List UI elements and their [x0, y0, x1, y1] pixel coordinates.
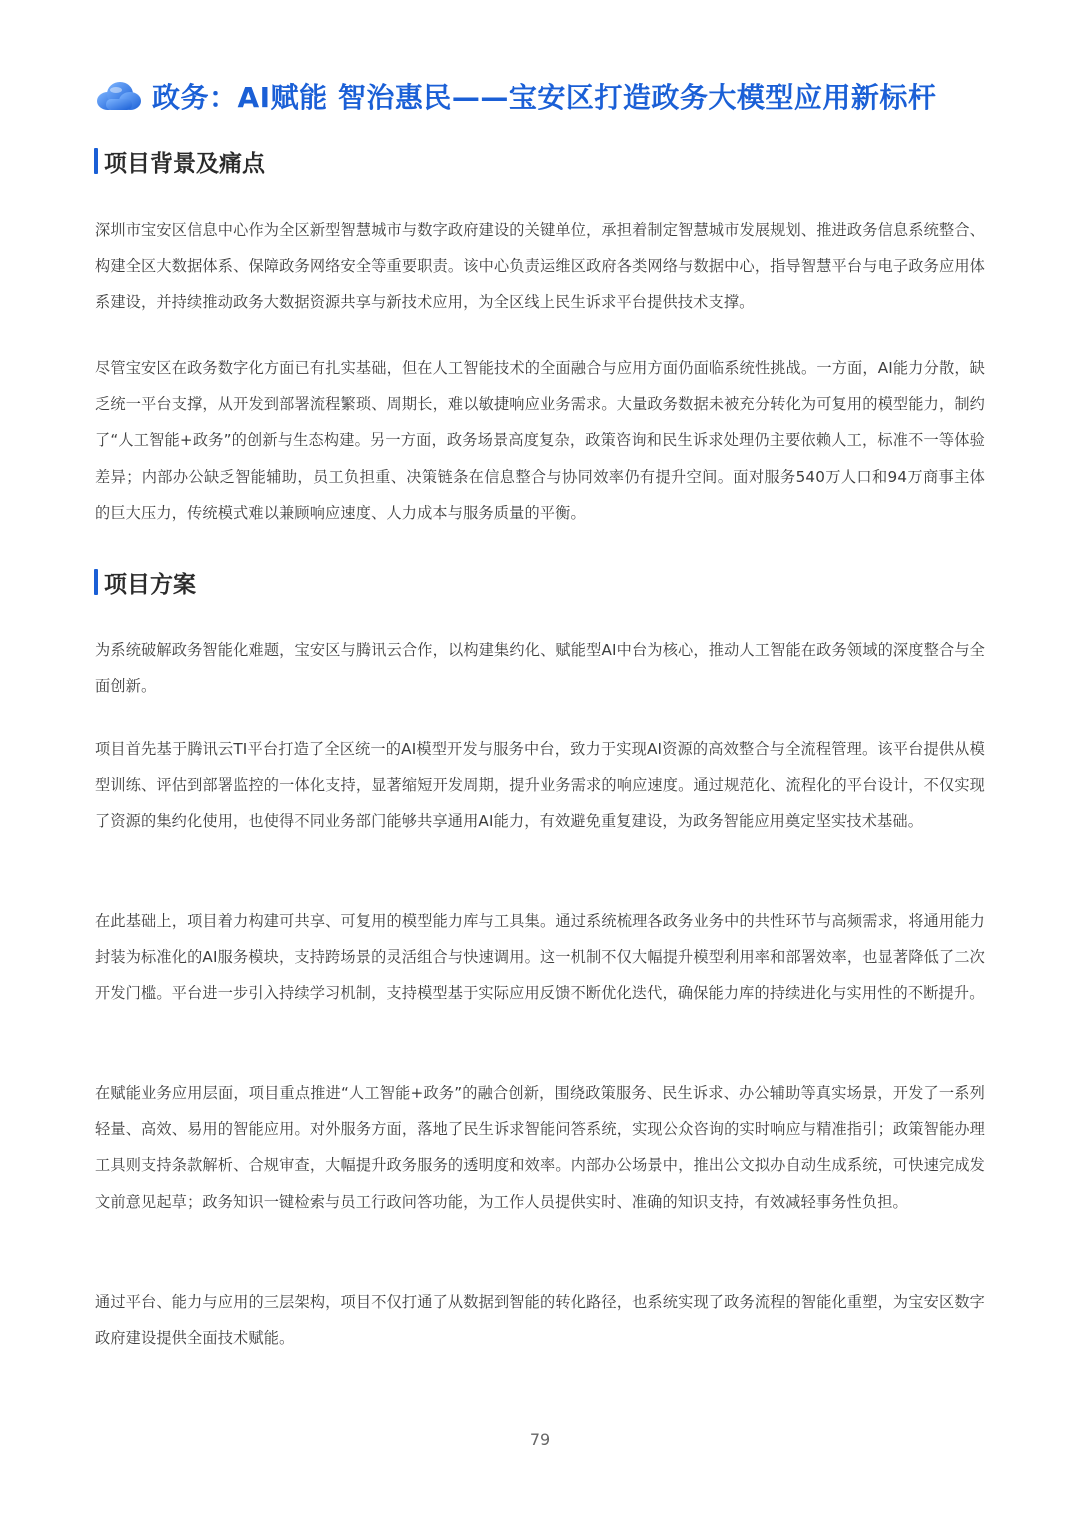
section-heading-text: 项目背景及痛点 [104, 150, 265, 177]
paragraph: 在此基础上，项目着力构建可共享、可复用的模型能力库与工具集。通过系统梳理各政务业务中的共性环节与高频需求，将通用能力封装为标准化的AI服务模块，支持跨场景的灵活组合与快速调用。这一机制不仅大幅提升模型利用率和部署效率，也显著降低了二次开发门槛。平台进一步引入持续学习机制，支持模型基于实际应用反馈不断优化迭代，确保能力库的持续进化与实用性的不断提升。 [95, 912, 985, 1003]
heading-accent-bar [94, 148, 98, 174]
heading-accent-bar [94, 569, 98, 595]
page-number: 79 [529, 1430, 551, 1449]
title-row [94, 70, 936, 122]
page-title: 政务：AI赋能 智治惠民——宝安区打造政务大模型应用新标杆 [152, 81, 937, 114]
section-heading-solution [94, 566, 196, 598]
cloud-icon [94, 79, 142, 113]
section-heading-background [94, 145, 265, 177]
paragraph: 在赋能业务应用层面，项目重点推进“人工智能+政务”的融合创新，围绕政策服务、民生诉求、办公辅助等真实场景，开发了一系列轻量、高效、易用的智能应用。对外服务方面，落地了民生诉求智能问答系统，实现公众咨询的实时响应与精准指引；政策智能办理工具则支持条款解析、合规审查，大幅提升政务服务的透明度和效率。内部办公场景中，推出公文拟办自动生成系统，可快速完成发文前意见起草；政务知识一键检索与员工行政问答功能，为工作人员提供实时、准确的知识支持，有效减轻事务性负担。 [95, 1084, 985, 1211]
paragraph: 通过平台、能力与应用的三层架构，项目不仅打通了从数据到智能的转化路径，也系统实现了政务流程的智能化重塑，为宝安区数字政府建设提供全面技术赋能。 [95, 1293, 985, 1348]
paragraph: 项目首先基于腾讯云TI平台打造了全区统一的AI模型开发与服务中台，致力于实现AI资源的高效整合与全流程管理。该平台提供从模型训练、评估到部署监控的一体化支持，显著缩短开发周期，提升业务需求的响应速度。通过规范化、流程化的平台设计，不仅实现了资源的集约化使用，也使得不同业务部门能够共享通用AI能力，有效避免重复建设，为政务智能应用奠定坚实技术基础。 [95, 740, 985, 831]
paragraph: 为系统破解政务智能化难题，宝安区与腾讯云合作，以构建集约化、赋能型AI中台为核心，推动人工智能在政务领域的深度整合与全面创新。 [95, 641, 985, 696]
paragraph: 尽管宝安区在政务数字化方面已有扎实基础，但在人工智能技术的全面融合与应用方面仍面临系统性挑战。一方面，AI能力分散，缺乏统一平台支撑，从开发到部署流程繁琐、周期长，难以敏捷响应业务需求。大量政务数据未被充分转化为可复用的模型能力，制约了“人工智能+政务”的创新与生态构建。另一方面，政务场景高度复杂，政策咨询和民生诉求处理仍主要依赖人工，标准不一等体验差异；内部办公缺乏智能辅助，员工负担重、决策链条在信息整合与协同效率仍有提升空间。面对服务540万人口和94万商事主体的巨大压力，传统模式难以兼顾响应速度、人力成本与服务质量的平衡。 [95, 359, 985, 522]
paragraph: 深圳市宝安区信息中心作为全区新型智慧城市与数字政府建设的关键单位，承担着制定智慧城市发展规划、推进政务信息系统整合、构建全区大数据体系、保障政务网络安全等重要职责。该中心负责运维区政府各类网络与数据中心，指导智慧平台与电子政务应用体系建设，并持续推动政务大数据资源共享与新技术应用，为全区线上民生诉求平台提供技术支撑。 [95, 221, 985, 312]
section-heading-text: 项目方案 [104, 571, 196, 598]
